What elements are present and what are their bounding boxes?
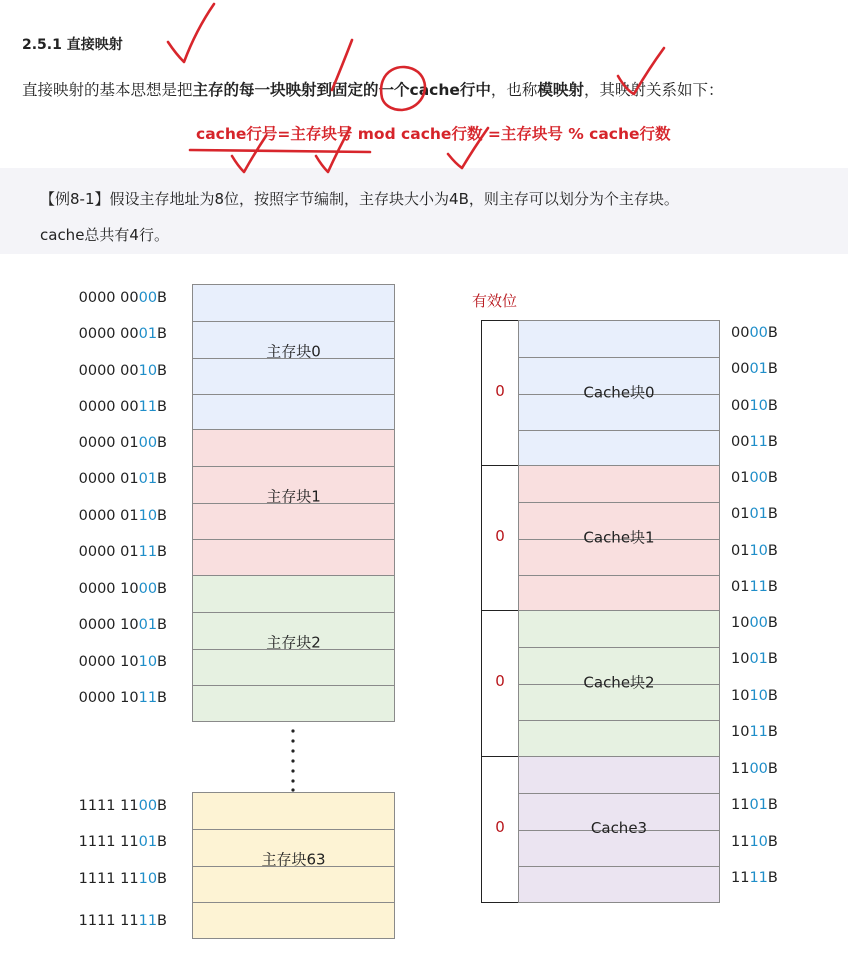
memory-address	[79, 399, 167, 415]
address-part: 00	[749, 325, 768, 341]
address-part: 0000 01	[78, 435, 139, 451]
memory-row-divider	[193, 902, 394, 903]
address-part: 1111 11	[78, 834, 139, 851]
address-part: 0000 00	[78, 326, 139, 343]
cache-offset	[731, 398, 778, 414]
cache-row-divider	[519, 575, 719, 576]
paragraph-segment: 主存的每一块映射到固定的一个cache行中	[192, 81, 491, 99]
address-part: 11	[749, 579, 768, 596]
memory-block-label: 主存块1	[266, 487, 321, 506]
memory-block-label: 主存块63	[261, 850, 326, 869]
address-part: 0000 10	[78, 690, 139, 707]
address-part: 11	[138, 690, 158, 707]
cache-offset	[731, 615, 778, 631]
address-part: 00	[749, 761, 768, 777]
address-part: 1111 11	[78, 913, 139, 930]
address-part: B	[157, 870, 167, 887]
cache-line-label: Cache块2	[583, 673, 655, 692]
address-part: 0000 00	[78, 399, 139, 416]
address-part: 01	[731, 579, 750, 596]
address-part: 11	[138, 913, 158, 930]
cache-offset	[731, 579, 778, 595]
section-heading: 2.5.1 直接映射	[22, 37, 123, 53]
address-part: 01	[731, 470, 750, 486]
cache-offset	[731, 724, 778, 740]
memory-address	[79, 471, 167, 487]
ellipsis-dots	[291, 729, 294, 791]
address-part: 00	[731, 361, 750, 378]
memory-row-divider	[193, 466, 394, 467]
address-part: 01	[138, 471, 158, 488]
cache-row-divider	[519, 720, 719, 721]
cache-line-label: Cache块1	[583, 528, 655, 547]
address-part: B	[157, 544, 167, 561]
valid-bit-value: 0	[495, 818, 505, 837]
address-part: 11	[731, 833, 750, 850]
address-part: B	[767, 506, 778, 523]
address-part: 11	[749, 724, 768, 741]
example-line-1: 【例8-1】假设主存地址为8位，按照字节编制，主存块大小为4B，则主存可以划分为个主存块。	[40, 190, 679, 208]
cache-row-divider	[519, 793, 719, 794]
address-part: 11	[749, 870, 768, 887]
address-part: B	[767, 397, 778, 414]
example-line-2: cache总共有4行。	[40, 226, 169, 244]
memory-address	[79, 798, 167, 814]
address-part: B	[767, 870, 778, 887]
address-part: 10	[749, 397, 768, 414]
address-part: 11	[138, 399, 158, 416]
memory-row-divider	[193, 539, 394, 540]
address-part: B	[157, 798, 167, 814]
memory-row-divider	[193, 612, 394, 613]
paragraph-segment: 模映射	[537, 81, 584, 99]
memory-address	[79, 913, 167, 929]
cache-offset	[731, 797, 778, 813]
address-part: B	[157, 581, 167, 597]
address-part: 11	[731, 797, 750, 814]
address-part: B	[157, 507, 167, 524]
address-part: 01	[749, 797, 768, 814]
memory-address	[79, 617, 167, 633]
paragraph-segment: ，也称	[490, 81, 538, 99]
address-part: 10	[731, 724, 750, 741]
address-part: 00	[138, 290, 158, 306]
address-part: 11	[749, 434, 768, 451]
address-part: 10	[749, 542, 768, 559]
address-part: 01	[731, 506, 750, 523]
address-part: 00	[731, 434, 750, 451]
cache-offset	[731, 543, 778, 559]
address-part: 00	[138, 581, 158, 597]
cache-offset	[731, 761, 778, 777]
address-part: 01	[749, 361, 768, 378]
address-part: 0000 10	[78, 653, 139, 670]
underline-annotation	[190, 150, 370, 152]
address-part: B	[157, 399, 167, 416]
memory-block-label: 主存块0	[266, 342, 321, 361]
cache-offset	[731, 870, 778, 886]
memory-address	[79, 834, 167, 850]
memory-block-label: 主存块2	[266, 633, 321, 652]
address-part: 10	[138, 653, 158, 670]
memory-address	[79, 544, 167, 560]
memory-address	[79, 690, 167, 706]
address-part: 01	[749, 651, 768, 668]
address-part: B	[767, 724, 778, 741]
address-part: B	[767, 579, 778, 596]
paragraph-segment: ，其映射关系如下：	[583, 81, 724, 99]
address-part: 0000 10	[78, 581, 139, 597]
address-part: 01	[138, 617, 158, 634]
cache-row-divider	[519, 357, 719, 358]
cache-offset	[731, 470, 778, 486]
intro-paragraph	[22, 78, 723, 100]
cache-offset	[731, 651, 778, 667]
valid-bit-value: 0	[495, 527, 505, 546]
valid-bit-value: 0	[495, 382, 505, 401]
cache-line-label: Cache3	[590, 819, 648, 838]
address-part: 01	[138, 326, 158, 343]
address-part: 01	[749, 506, 768, 523]
address-part: 10	[731, 651, 750, 668]
address-part: B	[157, 471, 167, 488]
address-part: B	[767, 615, 778, 631]
cache-row-divider	[519, 647, 719, 648]
address-part: 0000 10	[78, 617, 139, 634]
address-part: B	[767, 470, 778, 486]
memory-address	[79, 871, 167, 887]
address-part: B	[157, 435, 167, 451]
address-part: 0000 00	[78, 290, 139, 306]
address-part: B	[767, 761, 778, 777]
address-part: B	[767, 833, 778, 850]
memory-row-divider	[193, 685, 394, 686]
address-part: B	[767, 542, 778, 559]
address-part: 10	[731, 615, 750, 631]
memory-address	[79, 581, 167, 597]
cache-offset	[731, 834, 778, 850]
cache-line-label: Cache块0	[583, 383, 655, 402]
paragraph-segment: 直接映射的基本思想是把	[22, 81, 193, 99]
address-part: B	[157, 362, 167, 379]
address-part: B	[157, 326, 167, 343]
address-part: B	[767, 797, 778, 814]
memory-address	[79, 508, 167, 524]
mapping-formula: cache行号=主存块号 mod cache行数 =主存块号 % cache行数	[196, 125, 671, 143]
address-part: 01	[731, 542, 750, 559]
memory-address	[79, 654, 167, 670]
memory-address	[79, 326, 167, 342]
memory-row-divider	[193, 394, 394, 395]
address-part: 11	[138, 544, 158, 561]
cache-offset	[731, 506, 778, 522]
address-part: 0000 00	[78, 362, 139, 379]
address-part: B	[767, 687, 778, 704]
memory-address	[79, 290, 167, 306]
memory-row-divider	[193, 321, 394, 322]
address-part: B	[767, 361, 778, 378]
address-part: 10	[731, 687, 750, 704]
address-part: B	[157, 834, 167, 851]
cache-offset	[731, 688, 778, 704]
address-part: 01	[138, 834, 158, 851]
memory-row-divider	[193, 829, 394, 830]
checkmark-annotation	[168, 4, 214, 62]
address-part: 11	[731, 870, 750, 887]
cache-row-divider	[519, 502, 719, 503]
address-part: B	[157, 913, 167, 930]
cache-row-divider	[519, 866, 719, 867]
address-part: B	[157, 617, 167, 634]
address-part: 00	[731, 325, 750, 341]
address-part: 0000 01	[78, 471, 139, 488]
address-part: 00	[731, 397, 750, 414]
address-part: 0000 01	[78, 507, 139, 524]
cache-row-divider	[519, 430, 719, 431]
address-part: B	[157, 690, 167, 707]
address-part: B	[157, 290, 167, 306]
address-part: 10	[749, 833, 768, 850]
cache-offset	[731, 434, 778, 450]
cache-offset	[731, 361, 778, 377]
memory-address	[79, 435, 167, 451]
address-part: 10	[138, 507, 158, 524]
address-part: B	[767, 434, 778, 451]
cache-offset	[731, 325, 778, 341]
valid-bit-value: 0	[495, 672, 505, 691]
memory-address	[79, 363, 167, 379]
address-part: 11	[731, 761, 750, 777]
address-part: 1111 11	[78, 798, 139, 814]
address-part: B	[767, 651, 778, 668]
address-part: 10	[138, 362, 158, 379]
address-part: 00	[749, 615, 768, 631]
valid-bit-title: 有效位	[472, 292, 518, 310]
address-part: 10	[138, 870, 158, 887]
address-part: 0000 01	[78, 544, 139, 561]
address-part: 10	[749, 687, 768, 704]
address-part: B	[157, 653, 167, 670]
address-part: 00	[138, 435, 158, 451]
address-part: 1111 11	[78, 870, 139, 887]
address-part: B	[767, 325, 778, 341]
address-part: 00	[138, 798, 158, 814]
address-part: 00	[749, 470, 768, 486]
